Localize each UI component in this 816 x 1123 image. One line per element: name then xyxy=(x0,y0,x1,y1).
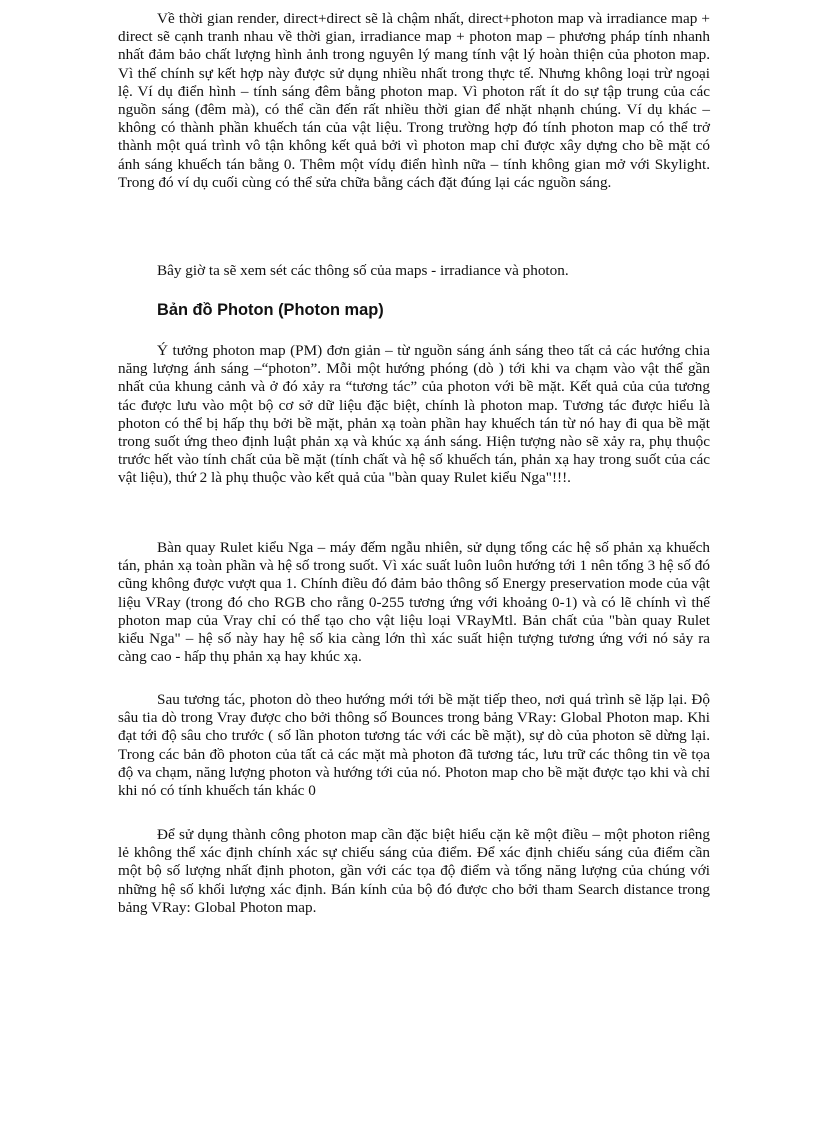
paragraph-roulette: Bàn quay Rulet kiểu Nga – máy đếm ngẫu nhiên, sử dụng tổng các hệ số phản xạ khuếch tán, phản xạ toàn phần và hệ số trong suốt. Vì xác suất luôn luôn hướng tới 1 nên tổng 3 hệ số đó cũng không được vượt qua 1. Chính điều đó đảm bảo thông số Energy preservation mode của vật liệu VRay (trong đó cho RGB cho rằng 0-255 tương ứng với khoảng 0-1) và có lẽ chính vì thế photon map của Vray chỉ có thể tạo cho vật liệu loại VRayMtl. Bản chất của "bàn quay Rulet kiểu Nga" – hệ số này hay hệ số kia càng lớn thì xác suất hiện tượng tương ứng với nó sảy ra càng cao - hấp thụ phản xạ hay khúc xạ. xyxy=(118,539,710,666)
section-heading: Bản đồ Photon (Photon map) xyxy=(157,301,384,319)
paragraph-after-interaction: Sau tương tác, photon dò theo hướng mới tới bề mặt tiếp theo, nơi quá trình sẽ lặp lại. Độ sâu tia dò trong Vray được cho bởi thông số Bounces trong bảng VRay: Global Photon map. Khi đạt tới độ sâu cho trước ( số lần photon tương tác với các bề mặt), sự dò của photon sẽ dừng lại. Trong các bản đồ photon của tất cả các mặt mà photon đã tương tác, lưu trữ các thông tin về tọa độ va chạm, năng lượng photon và hướng tới của nó. Photon map cho bề mặt được tạo khi và chỉ khi nó có tính khuếch tán khác 0 xyxy=(118,691,710,800)
paragraph-idea: Ý tưởng photon map (PM) đơn giản – từ nguồn sáng ánh sáng theo tất cả các hướng chia năng lượng ánh sáng –“photon”. Mỗi một hướng phóng (dò ) tới khi va chạm vào vật thể gần nhất của khung cảnh và ở đó xảy ra “tương tác” của photon với bề mặt. Kết quả của của tương tác được lưu vào một bộ cơ sở dữ liệu đặc biệt, chính là photon map. Tương tác được hiểu là photon có thể bị hấp thụ bởi bề mặt, phản xạ toàn phần hay khuếch tán từ nó hay đi qua bề mặt trong suốt ứng theo định luật phản xạ và khúc xạ ánh sáng. Hiện tượng nào sẽ xảy ra, phụ thuộc trước hết vào tính chất của bề mặt (tính chất và hệ số khuếch tán, phản xạ hay trong suốt của các vật liệu), thứ 2 là phụ thuộc vào kết quả của "bàn quay Rulet kiểu Nga"!!!. xyxy=(118,342,710,487)
paragraph-transition: Bây giờ ta sẽ xem sét các thông số của maps - irradiance và photon. xyxy=(157,262,569,279)
paragraph-intro: Về thời gian render, direct+direct sẽ là chậm nhất, direct+photon map và irradiance map + direct sẽ cạnh tranh nhau về thời gian, irradiance map + photon map – phương pháp tính nhanh nhất đảm bảo chất lượng hình ảnh trong nguyên lý mang tính vật lý hoàn thiện của photon map. Vì thế chính sự kết hợp này được sử dụng nhiều nhất trong thực tế. Nhưng không loại trừ ngoại lệ. Ví dụ điển hình – tính sáng đêm bằng photon map. Vì photon rất ít do sự tập trung của các nguồn sáng (đêm mà), có thể cần đến rất nhiều thời gian để nhặt nhạnh chúng. Ví dụ khác – không có thành phần khuếch tán của vật liệu. Trong trường hợp đó tính photon map có thể trở thành một quá trình vô tận không kết quả bởi vì photon map chỉ được xây dựng cho bề mặt có ánh sáng khuếch tán bằng 0. Thêm một vídụ điển hình nữa – tính không gian mở với Skylight. Trong đó ví dụ cuối cùng có thể sửa chữa bằng cách đặt đúng lại các nguồn sáng. xyxy=(118,10,710,191)
paragraph-usage: Để sử dụng thành công photon map cần đặc biệt hiểu cặn kẽ một điều – một photon riêng lẻ không thể xác định chính xác sự chiếu sáng của điểm. Để xác định chiếu sáng của điểm cần một bộ số lượng nhất định photon, gần với các tọa độ điểm và tổng năng lượng của chúng với những hệ số khối lượng xác định. Bán kính của bộ đó được cho bởi tham Search distance trong bảng VRay: Global Photon map. xyxy=(118,826,710,916)
